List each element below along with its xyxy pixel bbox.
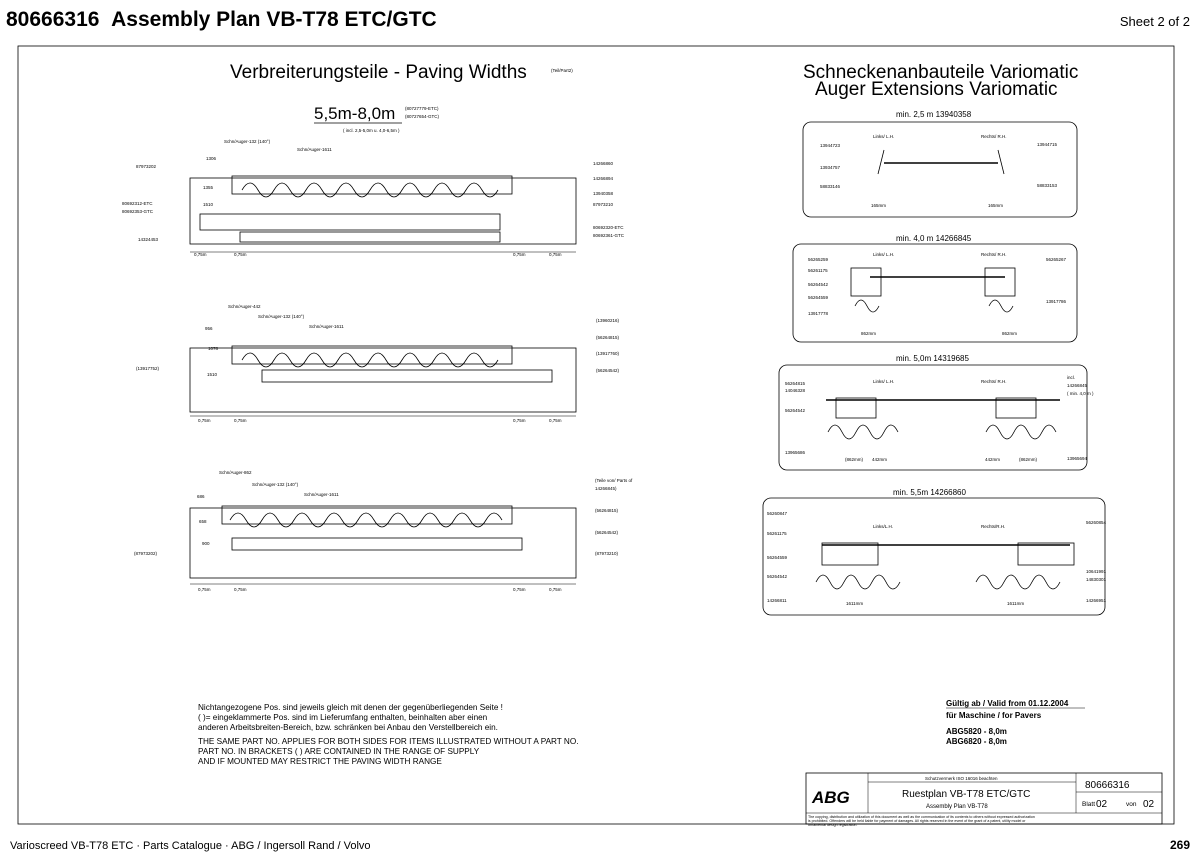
drawing-label: 13934757 xyxy=(820,165,841,170)
part-number: 80666316 xyxy=(6,8,100,31)
drawing-label: 14830301 xyxy=(1086,577,1107,582)
drawing-label: 56264559 xyxy=(767,555,788,560)
drawing-label: 1355 xyxy=(203,185,214,190)
drawing-label: Schn/Auger-1611 xyxy=(297,147,332,152)
drawing-label: 0,75m xyxy=(198,418,211,423)
drawing-label: 87973210 xyxy=(593,202,614,207)
drawing-label: 56264542 xyxy=(808,282,829,287)
drawing-label: ( min. 4,0 m ) xyxy=(1067,391,1094,396)
drawing-label: 862mm xyxy=(1002,331,1018,336)
drawing-label: Schn/Auger-132 (140°) xyxy=(252,482,299,487)
drawing-label: Links/ L.H. xyxy=(873,134,895,139)
validity-block xyxy=(946,699,1085,746)
drawing-label: incl. xyxy=(1067,375,1076,380)
drawing-label: (862mm) xyxy=(1019,457,1038,462)
drawing-label: is prohibited. Offenders will be held liable for payment of damages. All rights reserved in the event of the grant of a patent, utility model or xyxy=(808,819,1026,823)
drawing-label: von xyxy=(1126,801,1137,808)
drawing-label: 56264815 xyxy=(785,381,806,386)
drawing-label: (13917760) xyxy=(596,351,620,356)
drawing-label: (56264815) xyxy=(596,335,620,340)
drawing-label: Rechts/ R.H. xyxy=(981,134,1007,139)
drawing-label: 0,75m xyxy=(549,252,562,257)
drawing-label: Schn/Auger-442 xyxy=(228,304,261,309)
drawing-label: (13960216) xyxy=(596,318,620,323)
drawing-label: 1078 xyxy=(208,346,219,351)
drawing-label: min. 5,5m 14266860 xyxy=(893,488,966,497)
drawing-label: 14266845) xyxy=(595,486,617,491)
title-block xyxy=(806,773,1162,827)
drawing-label: 0,75m xyxy=(234,587,247,592)
drawing-label: 1611mm xyxy=(846,601,864,606)
right-title-2: Auger Extensions Variomatic xyxy=(815,79,1058,100)
drawing-label: 0,75m xyxy=(513,252,526,257)
drawing-label: 87973202 xyxy=(136,164,157,169)
drawing-label: Links/ L.H. xyxy=(873,379,895,384)
drawing-label: (56264815) xyxy=(595,508,619,513)
drawing-label: Gültig ab / Valid from 01.12.2004 xyxy=(946,699,1069,708)
drawing-label: 10641991 xyxy=(1086,569,1107,574)
drawing-label: 56260847 xyxy=(767,511,788,516)
drawing-label: Schn/Auger-862 xyxy=(219,470,252,475)
sheet-indicator: Sheet 2 of 2 xyxy=(1119,14,1190,29)
drawing-label: 900 xyxy=(202,541,210,546)
drawing-label: 0,75m xyxy=(198,587,211,592)
drawing-label: 02 xyxy=(1096,799,1108,810)
paving-view-2 xyxy=(136,304,620,423)
drawing-label: Nichtangezogene Pos. sind jeweils gleich mit denen der gegenüberliegenden Seite ! xyxy=(198,703,503,712)
drawing-label: 14324453 xyxy=(138,237,159,242)
auger-box-3 xyxy=(779,354,1094,470)
drawing-label: THE SAME PART NO. APPLIES FOR BOTH SIDES FOR ITEMS ILLUSTRATED WITHOUT A PART NO. xyxy=(198,737,579,746)
drawing-label: 13917778 xyxy=(808,311,829,316)
drawing-label: 14266860 xyxy=(593,161,614,166)
drawing-label: 13944715 xyxy=(1037,142,1058,147)
drawing-label: 58833153 xyxy=(1037,183,1058,188)
drawing-label: 56264559 xyxy=(808,295,829,300)
left-title-suffix: (Teil/Part2) xyxy=(551,68,573,73)
paving-view-1 xyxy=(122,139,625,257)
drawing-label: 14266951 xyxy=(1086,598,1107,603)
drawing-label: für Maschine / for Pavers xyxy=(946,711,1042,720)
drawing-label: 686 xyxy=(197,494,205,499)
drawing-label: ABG5820 - 8,0m xyxy=(946,727,1007,736)
drawing-label: Rechts/ R.H. xyxy=(981,252,1007,257)
notes-block xyxy=(198,703,578,766)
page-number: 269 xyxy=(1169,838,1190,852)
auger-box-4 xyxy=(763,488,1107,615)
drawing-label: Blatt xyxy=(1082,801,1096,808)
drawing-label: 13940358 xyxy=(593,191,614,196)
paving-view-3 xyxy=(134,470,633,592)
left-title: Verbreiterungsteile - Paving Widths xyxy=(230,62,527,83)
drawing-label: ABG6820 - 8,0m xyxy=(946,737,1007,746)
drawing-label: 0,75m xyxy=(194,252,207,257)
drawing-label: 0,75m xyxy=(549,418,562,423)
drawing-label: 0,75m xyxy=(549,587,562,592)
abg-logo: ABG xyxy=(812,788,850,807)
drawing-label: (13917752) xyxy=(136,366,160,371)
drawing-label: Schn/Auger-132 (140°) xyxy=(224,139,271,144)
drawing-label: Rechts/R.H. xyxy=(981,524,1006,529)
drawing-label: 13944723 xyxy=(820,143,841,148)
drawing-label: 1306 xyxy=(206,156,217,161)
drawing-label: ( )= eingeklammerte Pos. sind im Lieferumfang enthalten, beinhalten aber einen xyxy=(198,713,488,722)
drawing-label: 14266894 xyxy=(593,176,614,181)
auger-box-2 xyxy=(793,234,1077,342)
drawing-label: ornamental design registration. xyxy=(808,823,858,827)
drawing-label: 862mm xyxy=(861,331,877,336)
drawing-label: Schn/Auger-1611 xyxy=(309,324,344,329)
drawing-label: Ruestplan VB-T78 ETC/GTC xyxy=(902,789,1031,800)
drawing-label: 56265259 xyxy=(808,257,829,262)
drawing-label: 13965694 xyxy=(1067,456,1088,461)
drawing-label: 165mm xyxy=(988,203,1004,208)
drawing-label: min. 2,5 m 13940358 xyxy=(896,110,972,119)
drawing-label: 02 xyxy=(1143,799,1155,810)
drawing-label: (862mm) xyxy=(845,457,864,462)
drawing-label: 14266845 xyxy=(1067,383,1088,388)
drawing-label: 56265267 xyxy=(1046,257,1067,262)
drawing-label: 442mm xyxy=(985,457,1001,462)
drawing-label: 442mm xyxy=(872,457,888,462)
auger-box-1 xyxy=(803,110,1077,217)
drawing-label: Schn/Auger-132 (140°) xyxy=(258,314,305,319)
drawing-label: AND IF MOUNTED MAY RESTRICT THE PAVING WIDTH RANGE xyxy=(198,757,442,766)
footer-text: Varioscreed VB-T78 ETC · Parts Catalogue · ABG / Ingersoll Rand / Volvo xyxy=(10,840,371,852)
drawing-label: Links/ L.H. xyxy=(873,252,895,257)
drawing-label: min. 4,0 m 14266845 xyxy=(896,234,972,243)
drawing-label: 56260854 xyxy=(1086,520,1107,525)
drawing-label: (87973202) xyxy=(134,551,158,556)
drawing-label: Assembly Plan VB-T78 xyxy=(926,804,988,810)
drawing-label: 0,75m xyxy=(234,252,247,257)
range-code-gtc: (80727654-GTC) xyxy=(405,114,440,119)
drawing-label: 58833146 xyxy=(820,184,841,189)
drawing-label: Schutzvermerk ISO 16016 beachten xyxy=(925,776,998,781)
drawing-label: 80666316 xyxy=(1085,780,1130,791)
assembly-title: Assembly Plan VB-T78 ETC/GTC xyxy=(111,8,437,31)
drawing-label: The copying, distribution and utilization of this document as well as the communication of its contents to others without expressed authorization xyxy=(808,815,1035,819)
drawing-label: Links/L.H. xyxy=(873,524,894,529)
drawing-label: 1510 xyxy=(203,202,214,207)
drawing-label: PART NO. IN BRACKETS ( ) ARE CONTAINED IN THE RANGE OF SUPPLY xyxy=(198,747,480,756)
drawing-label: (56264542) xyxy=(596,368,620,373)
drawing-label: 0,75m xyxy=(513,418,526,423)
drawing-label: 1510 xyxy=(207,372,218,377)
drawing-label: Rechts/ R.H. xyxy=(981,379,1007,384)
drawing-label: 56264542 xyxy=(767,574,788,579)
drawing-label: Schn/Auger-1611 xyxy=(304,492,339,497)
drawing-label: 56261175 xyxy=(808,268,828,273)
range-code-etc: (80727779-ETC) xyxy=(405,106,439,111)
drawing-label: min. 5,0m 14319685 xyxy=(896,354,969,363)
drawing-label: (56264542) xyxy=(595,530,619,535)
right-title-1: Schneckenanbauteile Variomatic xyxy=(803,62,1079,83)
range-label: 5,5m-8,0m xyxy=(314,104,396,123)
drawing-label: 80692320-ETC xyxy=(593,225,624,230)
drawing-label: anderen Arbeitsbreiten-Bereich, bzw. schränken bei Anbau den Verstellbereich ein. xyxy=(198,723,498,732)
drawing-label: (87973210) xyxy=(595,551,619,556)
drawing-label: 80692353-GTC xyxy=(122,209,154,214)
drawing-label: 56264542 xyxy=(785,408,806,413)
drawing-label: 13965686 xyxy=(785,450,806,455)
drawing-label: 80692361-GTC xyxy=(593,233,625,238)
drawing-label: 0,75m xyxy=(513,587,526,592)
drawing-label: 165mm xyxy=(871,203,887,208)
drawing-label: (Teile von/ Parts of xyxy=(595,478,633,483)
drawing-label: 956 xyxy=(205,326,213,331)
drawing-label: 658 xyxy=(199,519,207,524)
range-incl: ( incl. 2,5-5,0m u. 4,0-6,5m ) xyxy=(343,128,400,133)
drawing-label: 80692312-ETC xyxy=(122,201,153,206)
drawing-label: 14046328 xyxy=(785,388,806,393)
drawing-label: 0,75m xyxy=(234,418,247,423)
drawing-label: 13917786 xyxy=(1046,299,1067,304)
drawing-label: 56261175 xyxy=(767,531,787,536)
drawing-label: 14266811 xyxy=(767,598,787,603)
drawing-label: 1611mm xyxy=(1007,601,1025,606)
